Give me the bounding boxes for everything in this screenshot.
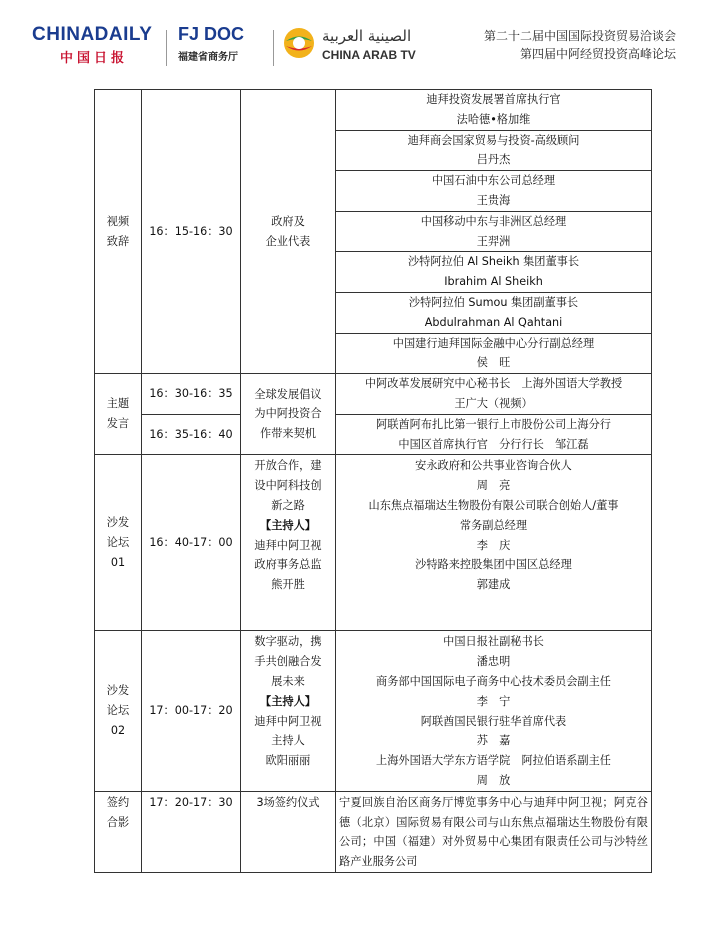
speaker-cell: 迪拜投资发展署首席执行官 法哈德•格加维 (336, 90, 652, 131)
signing-cell: 宁夏回族自治区商务厅博览事务中心与迪拜中阿卫视；阿克谷德（北京）国际贸易有限公司与山东焦点福瑞达生物股份有限公司；中国（福建）对外贸易中心集团有限责任公司与沙特丝路产业服务公司 (336, 791, 652, 872)
topic-cell: 3场签约仪式 (241, 791, 336, 872)
topic-cell: 全球发展倡议 为中阿投资合 作带来契机 (241, 374, 336, 455)
table-row (95, 455, 652, 631)
event-title-line1: 第二十二届中国国际投资贸易洽谈会 (483, 29, 676, 43)
speaker-cell: 迪拜商会国家贸易与投资-高级顾问 吕丹杰 (336, 130, 652, 171)
time-cell: 17：20-17：30 (142, 791, 241, 872)
agenda-table (94, 89, 652, 873)
speaker-cell: 阿联酋阿布扎比第一银行上市股份公司上海分行 中国区首席执行官 分行行长 邹江磊 (336, 414, 652, 455)
time-cell: 16：30-16：35 (142, 374, 241, 415)
divider (273, 30, 274, 66)
speaker-cell: 沙特阿拉伯 Al Sheikh 集团董事长 Ibrahim Al Sheikh (336, 252, 652, 293)
speaker-cell: 安永政府和公共事业咨询合伙人 周 亮 山东焦点福瑞达生物股份有限公司联合创始人/董事 常务副总经理 李 庆 沙特路来控股集团中国区总经理 郭建成 (336, 455, 652, 631)
speaker-cell: 中国建行迪拜国际金融中心分行副总经理 侯 旺 (336, 333, 652, 374)
session-cell: 签约 合影 (95, 791, 142, 872)
event-title-line2: 第四届中阿经贸投资高峰论坛 (519, 47, 676, 61)
table-row (95, 90, 652, 131)
china-arab-tv-globe-icon (283, 27, 315, 59)
arab-tv-arabic-logo: الصينية العربية (322, 27, 412, 45)
time-cell: 16：15-16：30 (142, 90, 241, 374)
fjdoc-cn-logo: 福建省商务厅 (178, 52, 238, 63)
session-cell: 视频 致辞 (95, 90, 142, 374)
page-header (0, 0, 728, 75)
speaker-cell: 中国日报社副秘书长 潘忠明 商务部中国国际电子商务中心技术委员会副主任 李 宁 阿联酋国民银行驻华首席代表 苏 嘉 上海外国语大学东方语学院 阿拉伯语系副主任 周 放 (336, 631, 652, 791)
topic-cell: 开放合作，建 设中阿科技创 新之路 【主持人】 迪拜中阿卫视 政府事务总监 熊开胜 (241, 455, 336, 631)
chinadaily-logo: CHINADAILY (32, 24, 153, 45)
session-cell: 主题 发言 (95, 374, 142, 455)
chinadaily-cn-logo: 中国日报 (60, 51, 129, 66)
fjdoc-logo: FJ DOC (178, 24, 245, 44)
time-cell: 16：35-16：40 (142, 414, 241, 455)
speaker-cell: 沙特阿拉伯 Sumou 集团副董事长 Abdulrahman Al Qahtani (336, 292, 652, 333)
table-row (95, 414, 652, 455)
host-label: 【主持人】 (260, 694, 316, 708)
session-cell: 沙发 论坛 01 (95, 455, 142, 631)
time-cell: 17：00-17：20 (142, 631, 241, 791)
topic-cell: 政府及 企业代表 (241, 90, 336, 374)
session-cell: 沙发 论坛 02 (95, 631, 142, 791)
host-label: 【主持人】 (260, 518, 316, 532)
time-cell: 16：40-17：00 (142, 455, 241, 631)
speaker-cell: 中国石油中东公司总经理 王贵海 (336, 171, 652, 212)
divider (166, 30, 167, 66)
table-row (95, 631, 652, 791)
speaker-cell: 中国移动中东与非洲区总经理 王羿洲 (336, 211, 652, 252)
table-row (95, 791, 652, 872)
arab-tv-logo: CHINA ARAB TV (322, 48, 416, 62)
topic-cell: 数字驱动，携 手共创融合发 展未来 【主持人】 迪拜中阿卫视 主持人 欧阳丽丽 (241, 631, 336, 791)
speaker-cell: 中阿改革发展研究中心秘书长 上海外国语大学教授 王广大（视频） (336, 374, 652, 415)
table-row (95, 374, 652, 415)
